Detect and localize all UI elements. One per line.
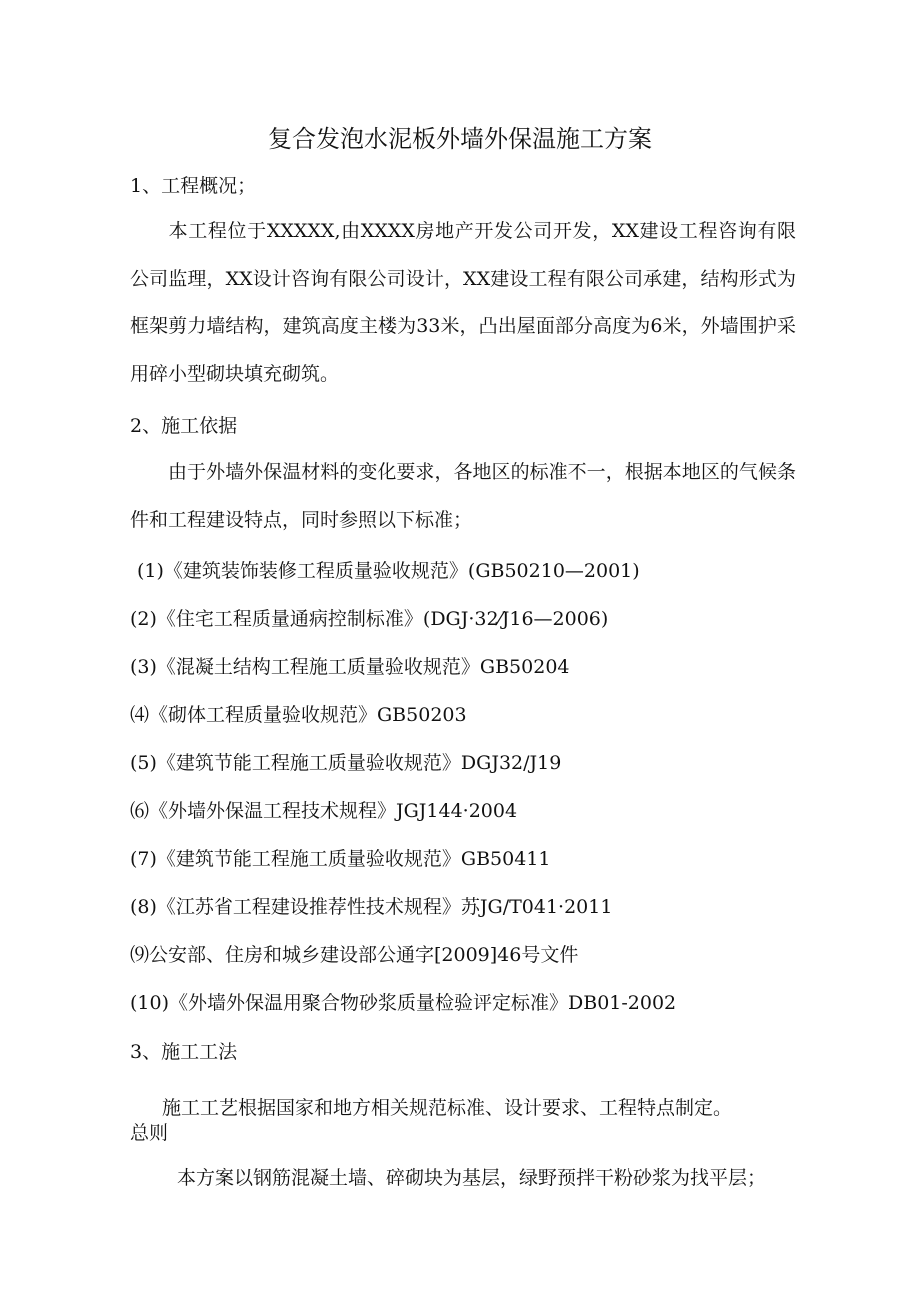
reference-item: (2)《住宅工程质量通病控制标准》(DGJ·32⁄J16—2006) [130, 608, 609, 630]
reference-item: ⑹《外墙外保温工程技术规程》JGJ144·2004 [130, 800, 518, 822]
reference-item: (3)《混凝土结构工程施工质量验收规范》GB50204 [130, 656, 570, 678]
reference-item: (10)《外墙外保温用聚合物砂浆质量检验评定标准》DB01-2002 [130, 992, 677, 1014]
section-heading-overview: 1、工程概况； [130, 175, 257, 197]
reference-item: ⑼公安部、住房和城乡建设部公通字[2009]46号文件 [130, 944, 579, 966]
reference-item: (1)《建筑装饰装修工程质量验收规范》(GB50210—2001) [137, 560, 640, 582]
reference-item: (8)《江苏省工程建设推荐性技术规程》苏JG/T041·2011 [130, 896, 613, 918]
section-heading-method: 3、施工工法 [130, 1041, 238, 1063]
reference-item: (7)《建筑节能工程施工质量验收规范》GB50411 [130, 848, 551, 870]
section-heading-basis: 2、施工依据 [130, 415, 238, 437]
method-text: 施工工艺根据国家和地方相关规范标准、设计要求、工程特点制定。 [162, 1097, 733, 1119]
basis-text: 由于外墙外保温材料的变化要求，各地区的标准不一，根据本地区的气候条件和工程建设特点，同时参照以下标准； [130, 461, 796, 531]
document-title: 复合发泡水泥板外墙外保温施工方案 [268, 125, 652, 153]
subheading-general: 总则 [130, 1122, 169, 1144]
reference-item: (5)《建筑节能工程施工质量验收规范》DGJ32/J19 [130, 752, 562, 774]
section-paragraph-overview [130, 208, 796, 398]
overview-text: 本工程位于XXXXX,由XXXX房地产开发公司开发，XX建设工程咨询有限公司监理，XX设计咨询有限公司设计，XX建设工程有限公司承建，结构形式为框架剪力墙结构，建筑高度主楼为33米，凸出屋面部分高度为6米，外墙围护采用碎小型砌块填充砌筑。 [130, 220, 796, 385]
general-text: 本方案以钢筋混凝土墙、碎砌块为基层，绿野预拌干粉砂浆为找平层； [177, 1167, 767, 1189]
section-paragraph-basis [130, 449, 796, 544]
reference-item: ⑷《砌体工程质量验收规范》GB50203 [130, 704, 467, 726]
